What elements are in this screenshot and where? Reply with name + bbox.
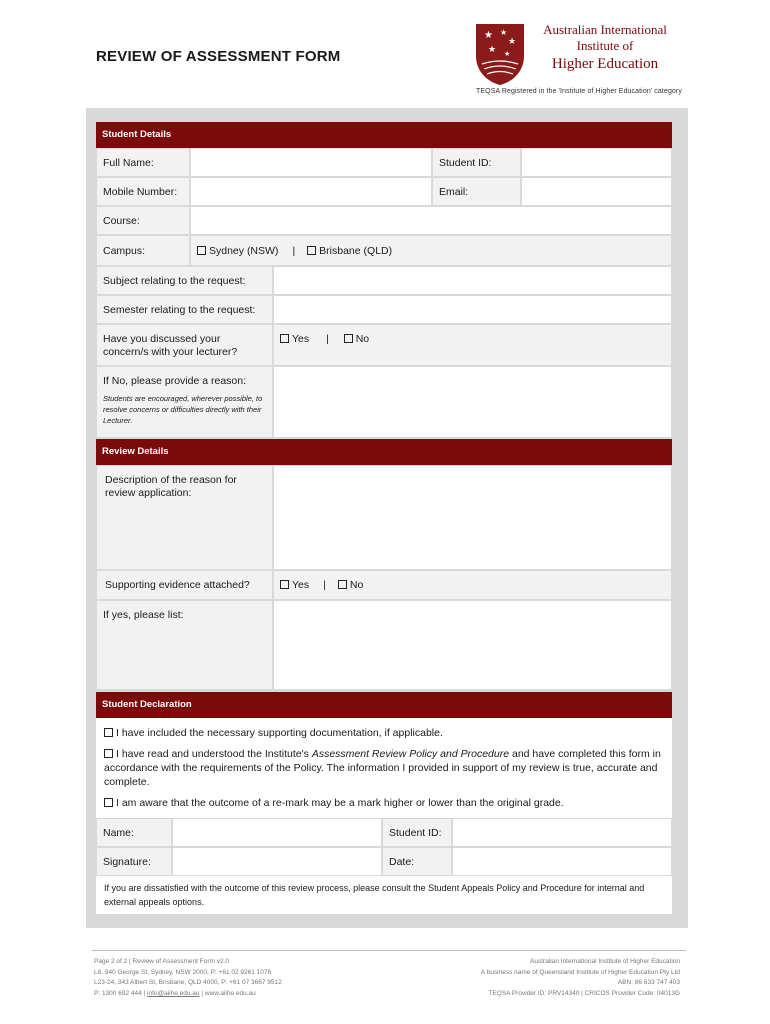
svg-text:★: ★ bbox=[488, 45, 497, 55]
section-review-details: Review Details bbox=[96, 439, 672, 465]
row-full-name bbox=[96, 148, 672, 177]
evidence-list-field[interactable] bbox=[273, 600, 672, 690]
semester-label: Semester relating to the request: bbox=[96, 295, 273, 324]
row-course bbox=[96, 206, 672, 235]
logo-line1: Australian International bbox=[543, 22, 667, 37]
declaration-item-3-text: I am aware that the outcome of a re-mark may be a mark higher or lower than the original grade. bbox=[116, 797, 564, 809]
declaration-item-1-text: I have included the necessary supporting documentation, if applicable. bbox=[116, 727, 443, 739]
footer-institute-name: Australian International Institute of Higher Education bbox=[530, 958, 680, 965]
campus-sydney-option[interactable] bbox=[197, 245, 278, 257]
footer-page-info: Page 2 of 2 | Review of Assessment Form v2.0 bbox=[94, 958, 229, 965]
mobile-label: Mobile Number: bbox=[96, 177, 190, 206]
svg-text:★: ★ bbox=[508, 37, 517, 47]
evidence-no-option[interactable] bbox=[338, 579, 363, 591]
course-label: Course: bbox=[96, 206, 190, 235]
reason-label: If No, please provide a reason: bbox=[103, 375, 247, 387]
logo-line2: Institute of bbox=[576, 38, 634, 53]
checkbox-icon[interactable] bbox=[338, 580, 347, 589]
logo-line3: Higher Education bbox=[551, 56, 659, 72]
discussed-label: Have you discussed your concern/s with your lecturer? bbox=[96, 324, 273, 366]
no-label: No bbox=[349, 579, 364, 591]
mobile-field[interactable] bbox=[190, 177, 432, 206]
yn-separator: | bbox=[323, 579, 326, 591]
declaration-items bbox=[96, 718, 672, 818]
checkbox-icon[interactable] bbox=[104, 749, 113, 758]
description-field[interactable] bbox=[273, 465, 672, 570]
reason-label-cell bbox=[96, 366, 273, 438]
footer-website: | www.aiihe.edu.au bbox=[199, 989, 256, 997]
yes-label: Yes bbox=[292, 333, 310, 345]
policy-name: Assessment Review Policy and Procedure bbox=[311, 748, 510, 760]
reason-field[interactable] bbox=[273, 366, 672, 438]
date-label: Date: bbox=[382, 847, 452, 876]
row-subject bbox=[96, 266, 672, 295]
student-id-label: Student ID: bbox=[432, 148, 521, 177]
footer-business-name: A business name of Queensland Institute of Higher Education Pty Ltd bbox=[480, 968, 680, 976]
no-label: No bbox=[355, 333, 370, 345]
name-label: Name: bbox=[96, 818, 172, 847]
description-label: Description of the reason for review application: bbox=[96, 465, 273, 570]
teqsa-registration: TEQSA Registered in the 'Institute of Higher Education' category bbox=[476, 88, 682, 95]
row-name bbox=[96, 818, 672, 847]
footer-phone: P: 1300 692 444 | bbox=[94, 989, 148, 997]
footer-divider bbox=[92, 950, 686, 951]
row-signature bbox=[96, 847, 672, 876]
svg-text:★: ★ bbox=[500, 28, 508, 37]
evidence-label: Supporting evidence attached? bbox=[96, 570, 273, 600]
footer-contact bbox=[94, 989, 282, 1000]
row-discussed bbox=[96, 324, 672, 366]
checkbox-icon[interactable] bbox=[280, 580, 289, 589]
footer-left bbox=[94, 957, 282, 999]
declaration-item-2-text: I have read and understood the Institute's bbox=[116, 748, 312, 760]
evidence-list-label: If yes, please list: bbox=[96, 600, 273, 690]
page-title: REVIEW OF ASSESSMENT FORM bbox=[96, 48, 341, 65]
course-field[interactable] bbox=[190, 206, 672, 235]
footer-brisbane-address: L23-24, 343 Albert St, Brisbane, QLD 4000, P: +61 07 3667 9512 bbox=[94, 979, 282, 986]
declaration-item-1[interactable] bbox=[104, 726, 666, 740]
row-evidence bbox=[96, 570, 672, 600]
discussed-no-option[interactable] bbox=[344, 333, 369, 345]
subject-field[interactable] bbox=[273, 266, 672, 295]
campus-brisbane-label: Brisbane (QLD) bbox=[319, 244, 393, 257]
campus-label: Campus: bbox=[96, 235, 190, 266]
yn-separator: | bbox=[326, 333, 329, 345]
reason-note: Students are encouraged, wherever possible, to resolve concerns or difficulties directly with their Lecturer. bbox=[103, 394, 263, 425]
row-mobile bbox=[96, 177, 672, 206]
row-reason bbox=[96, 366, 672, 438]
campus-sydney-label: Sydney (NSW) bbox=[209, 244, 279, 257]
discussed-yes-option[interactable] bbox=[280, 333, 309, 345]
checkbox-icon[interactable] bbox=[197, 246, 206, 255]
footer-abn: ABN: 86 633 747 403 bbox=[617, 979, 680, 986]
checkbox-icon[interactable] bbox=[104, 728, 113, 737]
full-name-field[interactable] bbox=[190, 148, 432, 177]
footer-right bbox=[481, 957, 680, 999]
appeals-note: If you are dissatisfied with the outcome of this review process, please consult the Student Appeals Policy and Procedure for internal and external appeals options. bbox=[96, 876, 672, 914]
declaration-item-2-text-post: and have completed this form in accordance with the requirements of the Policy. The information I provided in support of my review is true, accurate and complete. bbox=[104, 748, 661, 788]
declaration-item-3[interactable] bbox=[104, 796, 666, 810]
campus-brisbane-option[interactable] bbox=[307, 245, 392, 257]
declaration-item-2[interactable] bbox=[104, 747, 666, 789]
student-id-field[interactable] bbox=[521, 148, 672, 177]
evidence-yes-option[interactable] bbox=[280, 579, 309, 591]
checkbox-icon[interactable] bbox=[307, 246, 316, 255]
full-name-label: Full Name: bbox=[96, 148, 190, 177]
row-evidence-list bbox=[96, 600, 672, 690]
footer-provider-ids: TEQSA Provider ID: PRV14340 | CRICOS Provider Code: 04013G bbox=[488, 989, 680, 997]
row-semester bbox=[96, 295, 672, 324]
svg-text:★: ★ bbox=[484, 30, 493, 41]
checkbox-icon[interactable] bbox=[280, 334, 289, 343]
section-student-details: Student Details bbox=[96, 122, 672, 148]
section-student-declaration: Student Declaration bbox=[96, 692, 672, 718]
signature-field[interactable] bbox=[172, 847, 382, 876]
svg-text:★: ★ bbox=[504, 50, 511, 58]
shield-logo-icon bbox=[474, 22, 526, 86]
email-label: Email: bbox=[432, 177, 521, 206]
footer-email-link[interactable]: info@aiihe.edu.au bbox=[147, 989, 200, 997]
signature-label: Signature: bbox=[96, 847, 172, 876]
subject-label: Subject relating to the request: bbox=[96, 266, 273, 295]
row-description bbox=[96, 465, 672, 570]
email-field[interactable] bbox=[521, 177, 672, 206]
decl-student-id-field[interactable] bbox=[452, 818, 672, 847]
date-field[interactable] bbox=[452, 847, 672, 876]
footer-sydney-address: L8, 940 George St, Sydney, NSW 2000, P: +61 02 9261 1078 bbox=[94, 968, 272, 976]
yes-label: Yes bbox=[292, 579, 310, 591]
checkbox-icon[interactable] bbox=[104, 798, 113, 807]
decl-student-id-label: Student ID: bbox=[382, 818, 452, 847]
semester-field[interactable] bbox=[273, 295, 672, 324]
name-field[interactable] bbox=[172, 818, 382, 847]
checkbox-icon[interactable] bbox=[344, 334, 353, 343]
row-campus bbox=[96, 235, 672, 266]
campus-separator: | bbox=[292, 244, 296, 257]
